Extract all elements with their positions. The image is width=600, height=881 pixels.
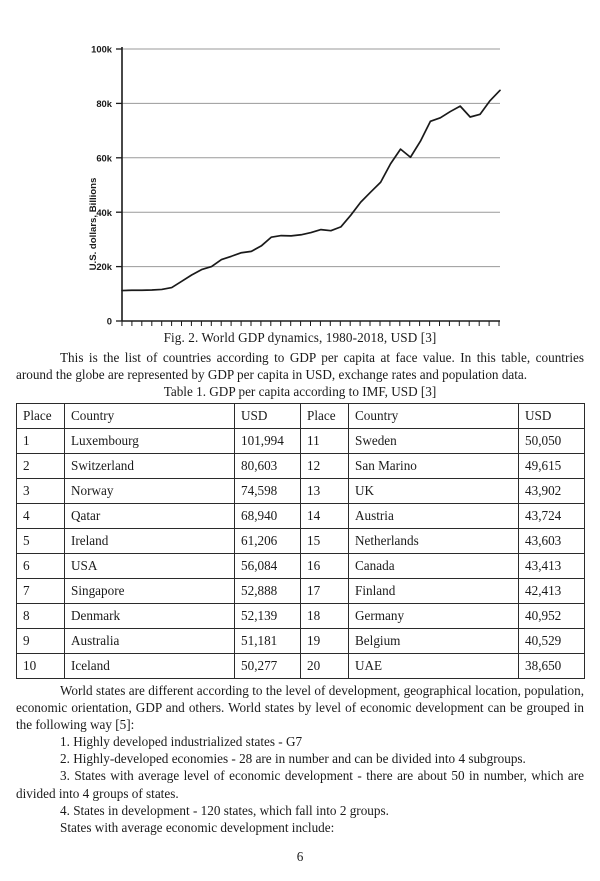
column-header-usd-right: USD (519, 404, 585, 429)
table-row (17, 654, 585, 679)
cell-country-right: UAE (349, 654, 519, 679)
svg-text:0: 0 (106, 315, 112, 326)
list-item-3: 3. States with average level of economic development - there are about 50 in number, which are divided into 4 groups of states. (16, 768, 584, 801)
table-body (17, 429, 585, 679)
cell-country-left: USA (65, 554, 235, 579)
after-table-paragraph: World states are different according to the level of development, geographical location, population, economic orientation, GDP and others. World states by level of economic development can be grouped in the following way [5]: (16, 683, 584, 732)
gdp-data-line (122, 90, 500, 290)
cell-usd-right: 40,529 (519, 629, 585, 654)
table-row (17, 604, 585, 629)
cell-usd-right: 49,615 (519, 454, 585, 479)
cell-place-right: 13 (301, 479, 349, 504)
cell-usd-left: 68,940 (235, 504, 301, 529)
figure-block (0, 0, 600, 346)
table-row (17, 454, 585, 479)
svg-text:80k: 80k (96, 98, 112, 109)
table-header-row (17, 404, 585, 429)
cell-place-left: 5 (17, 529, 65, 554)
chart-y-ticks (116, 49, 122, 321)
figure-caption: Fig. 2. World GDP dynamics, 1980-2018, USD [3] (163, 330, 437, 345)
cell-country-left: Qatar (65, 504, 235, 529)
table-row (17, 504, 585, 529)
cell-country-right: Netherlands (349, 529, 519, 554)
table-row (17, 579, 585, 604)
cell-usd-left: 56,084 (235, 554, 301, 579)
cell-usd-right: 43,603 (519, 529, 585, 554)
cell-country-left: Ireland (65, 529, 235, 554)
cell-country-right: Sweden (349, 429, 519, 454)
cell-place-right: 17 (301, 579, 349, 604)
svg-text:100k: 100k (91, 43, 112, 55)
column-header-place-left: Place (17, 404, 65, 429)
cell-place-right: 19 (301, 629, 349, 654)
cell-country-left: Singapore (65, 579, 235, 604)
cell-usd-left: 61,206 (235, 529, 301, 554)
cell-country-right: UK (349, 479, 519, 504)
svg-text:20k: 20k (96, 261, 112, 273)
chart-svg (0, 14, 600, 326)
list-item-4: 4. States in development - 120 states, which fall into 2 groups. (60, 802, 389, 818)
table-row (17, 629, 585, 654)
cell-country-left: Australia (65, 629, 235, 654)
cell-place-right: 11 (301, 429, 349, 454)
cell-country-right: Austria (349, 504, 519, 529)
cell-usd-right: 43,902 (519, 479, 585, 504)
cell-usd-right: 42,413 (519, 579, 585, 604)
cell-country-left: Norway (65, 479, 235, 504)
cell-place-right: 16 (301, 554, 349, 579)
column-header-country-left: Country (65, 404, 235, 429)
cell-place-left: 3 (17, 479, 65, 504)
cell-place-right: 15 (301, 529, 349, 554)
cell-usd-left: 51,181 (235, 629, 301, 654)
cell-country-left: Iceland (65, 654, 235, 679)
cell-usd-right: 40,952 (519, 604, 585, 629)
cell-place-left: 7 (17, 579, 65, 604)
cell-usd-right: 50,050 (519, 429, 585, 454)
cell-usd-left: 80,603 (235, 454, 301, 479)
table-row (17, 429, 585, 454)
svg-text:40k: 40k (96, 206, 112, 218)
cell-place-left: 8 (17, 604, 65, 629)
table-row (17, 554, 585, 579)
cell-usd-left: 74,598 (235, 479, 301, 504)
cell-usd-left: 52,888 (235, 579, 301, 604)
cell-usd-right: 43,724 (519, 504, 585, 529)
cell-usd-left: 50,277 (235, 654, 301, 679)
cell-usd-right: 38,650 (519, 654, 585, 679)
cell-place-right: 20 (301, 654, 349, 679)
cell-place-right: 14 (301, 504, 349, 529)
intro-paragraph: This is the list of countries according to GDP per capita at face value. In this table, countries around the globe are represented by GDP per capita in USD, exchange rates and population data. (16, 350, 584, 382)
cell-country-right: Finland (349, 579, 519, 604)
cell-place-right: 18 (301, 604, 349, 629)
cell-place-left: 4 (17, 504, 65, 529)
chart-gridlines (122, 49, 500, 267)
cell-country-right: Germany (349, 604, 519, 629)
cell-usd-right: 43,413 (519, 554, 585, 579)
column-header-usd-left: USD (235, 404, 301, 429)
column-header-place-right: Place (301, 404, 349, 429)
cell-place-left: 9 (17, 629, 65, 654)
cell-usd-left: 52,139 (235, 604, 301, 629)
chart-y-axis-title: U.S. dollars, Billions (88, 177, 99, 271)
cell-place-left: 2 (17, 454, 65, 479)
table-row (17, 479, 585, 504)
cell-country-right: Canada (349, 554, 519, 579)
gdp-per-capita-table (16, 403, 585, 679)
svg-text:60k: 60k (96, 152, 112, 164)
closing-line: States with average economic development include: (60, 819, 335, 835)
cell-country-left: Switzerland (65, 454, 235, 479)
cell-place-left: 6 (17, 554, 65, 579)
column-header-country-right: Country (349, 404, 519, 429)
gdp-line-chart (0, 14, 600, 326)
cell-country-right: San Marino (349, 454, 519, 479)
cell-place-left: 1 (17, 429, 65, 454)
table-caption: Table 1. GDP per capita according to IMF, USD [3] (163, 384, 437, 400)
page-number: 6 (296, 849, 304, 864)
table-row (17, 529, 585, 554)
cell-usd-left: 101,994 (235, 429, 301, 454)
cell-place-left: 10 (17, 654, 65, 679)
list-item-1: 1. Highly developed industrialized states - G7 (60, 734, 303, 750)
cell-country-left: Luxembourg (65, 429, 235, 454)
cell-country-left: Denmark (65, 604, 235, 629)
cell-country-right: Belgium (349, 629, 519, 654)
cell-place-right: 12 (301, 454, 349, 479)
list-item-2: 2. Highly-developed economies - 28 are in number and can be divided into 4 subgroups. (60, 751, 526, 767)
